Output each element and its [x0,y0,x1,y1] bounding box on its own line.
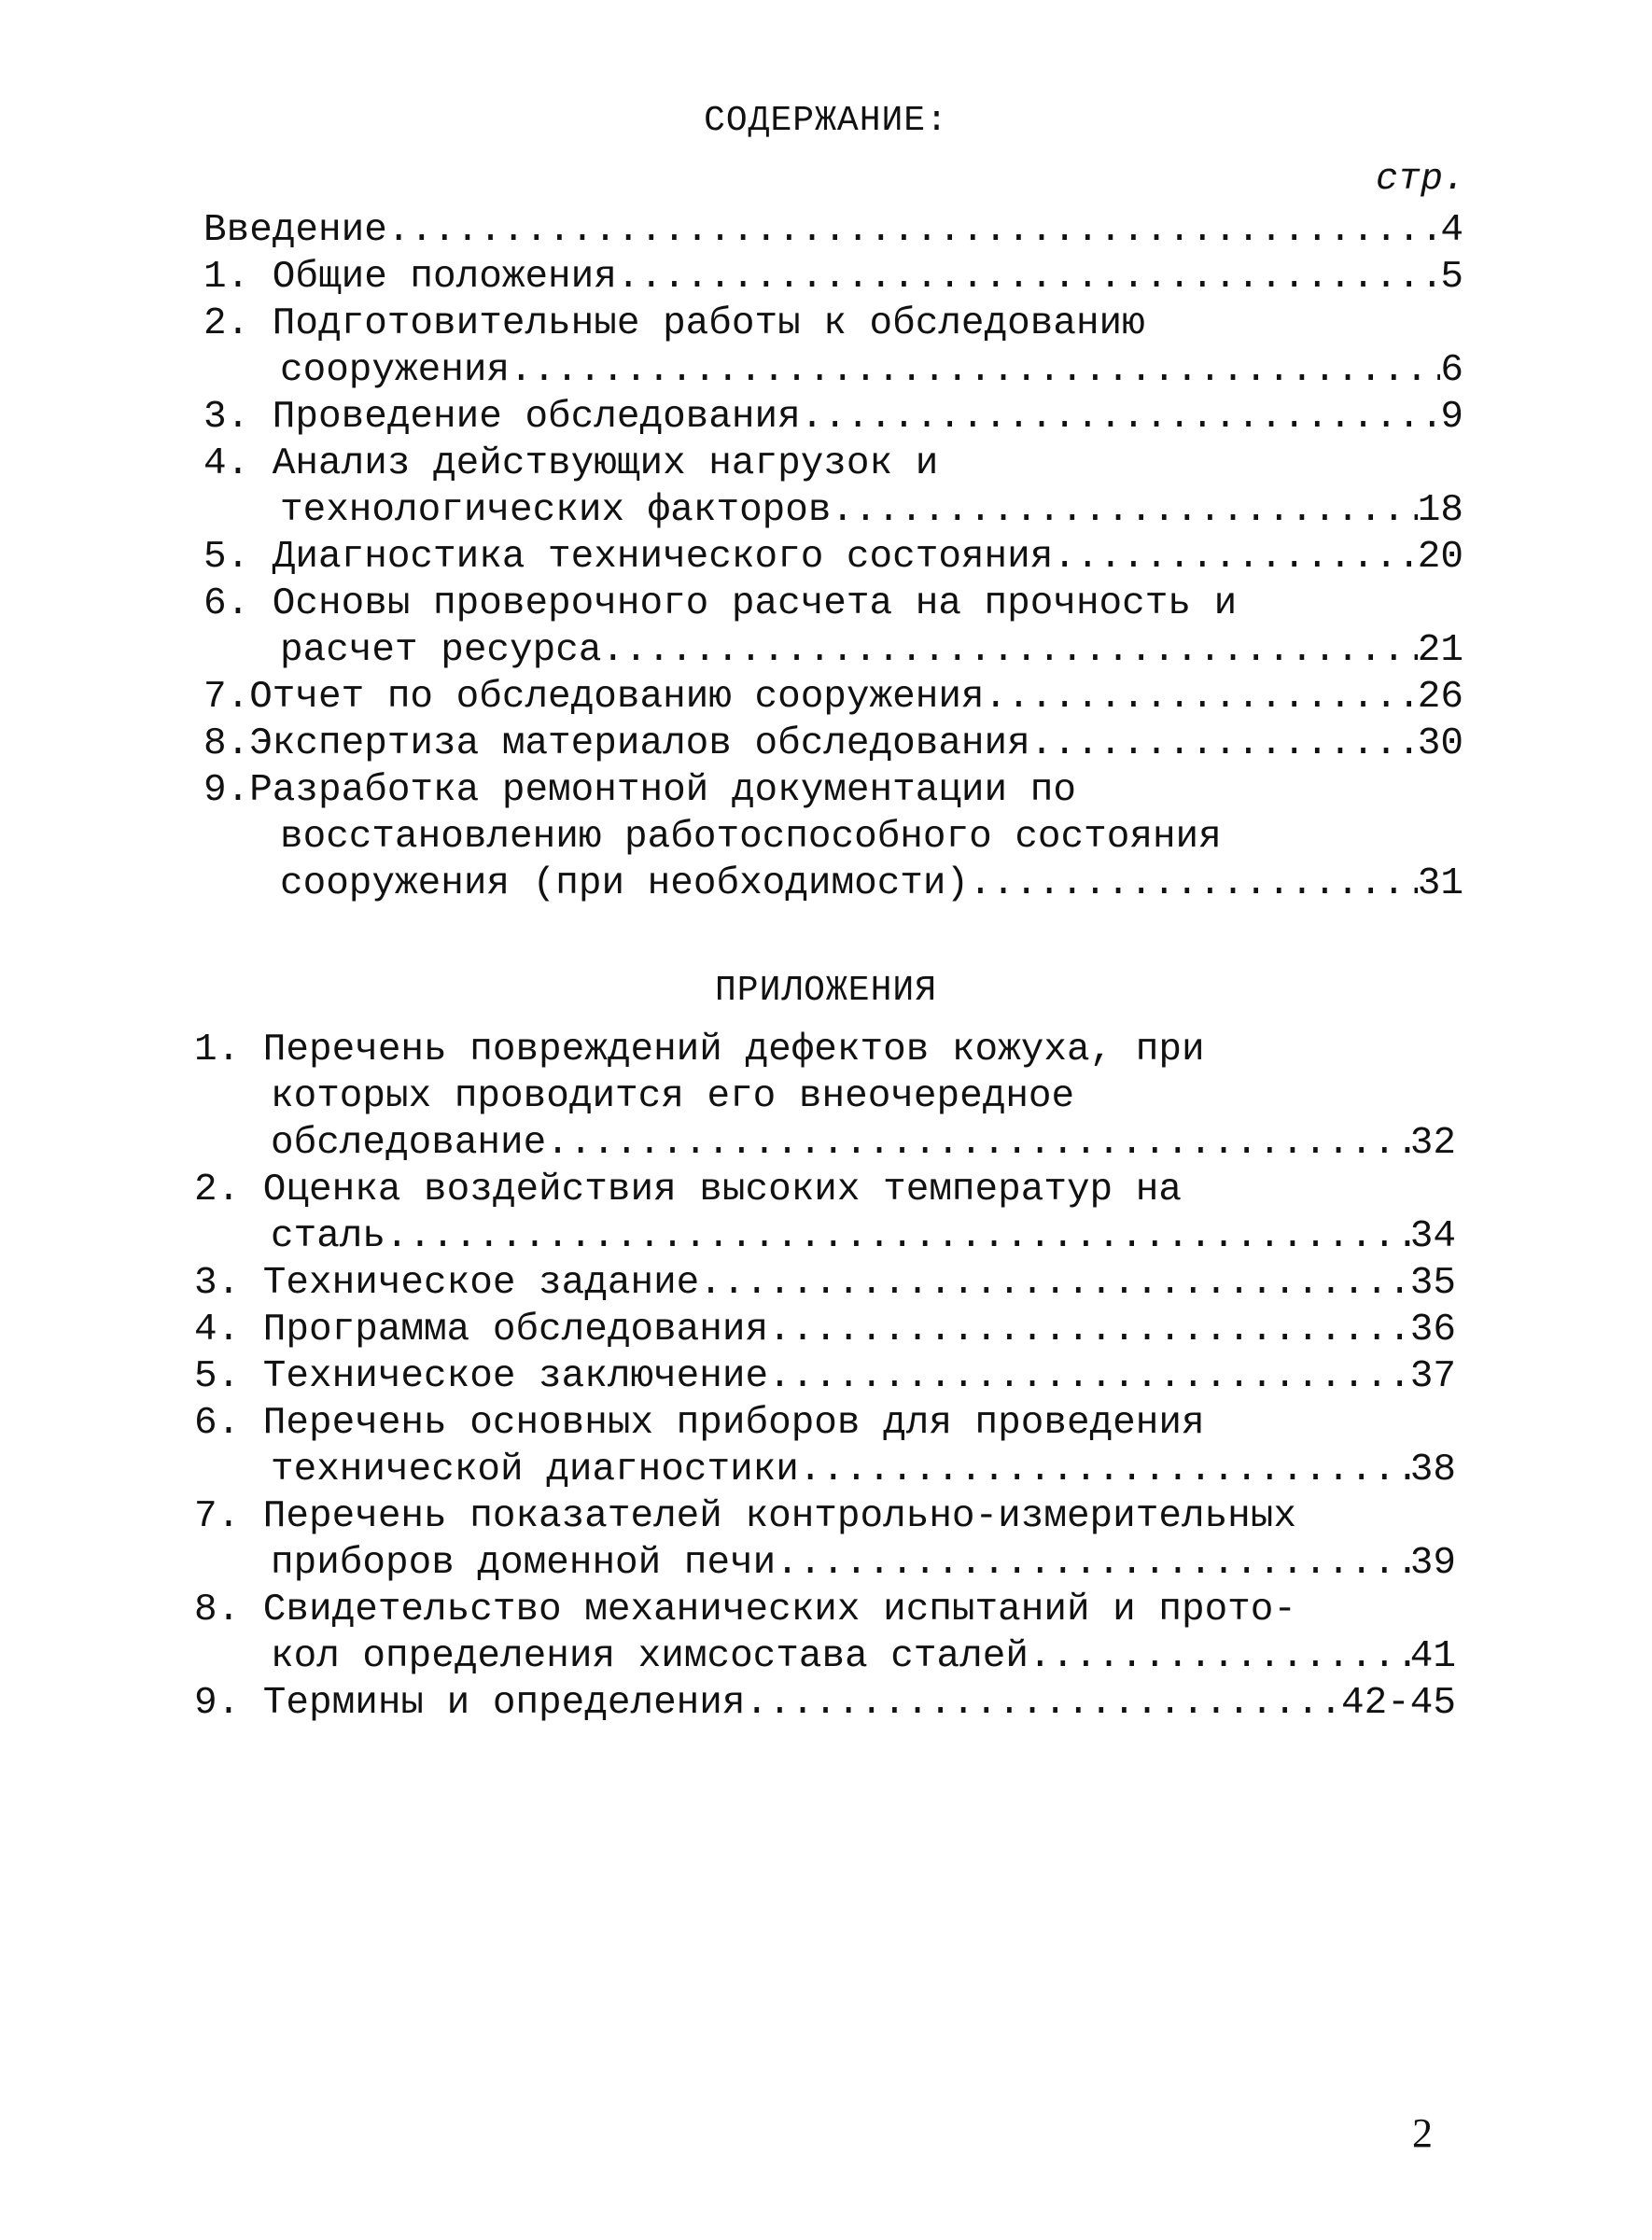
entry-text: 7. Перечень показателей контрольно-измерительных [194,1495,1296,1538]
dot-leader [510,347,1440,394]
entry-line [194,1680,1456,1727]
entry-line [203,394,1463,441]
toc-entry [203,721,1463,767]
toc-entry [203,301,1463,394]
entry-line [194,1307,1456,1353]
dot-leader [385,1213,1410,1260]
appendix-entry [194,1167,1456,1260]
appendix-entry [194,1027,1456,1167]
toc-entry [203,767,1463,907]
page-number: 2 [1412,2110,1433,2156]
appendix-entry [194,1307,1456,1353]
entry-text: 9. Термины и определения [194,1682,746,1725]
entry-page-number: 34 [1409,1215,1456,1258]
entry-text: приборов доменной печи [271,1542,777,1585]
entry-text: 7.Отчет по обследованию сооружения [203,676,985,719]
entry-page-number: 32 [1409,1122,1456,1165]
entry-line [203,441,1463,487]
entry-text: 1. Общие положения [203,256,617,299]
toc-entry [203,207,1463,254]
entry-page-number: 4 [1440,209,1463,252]
entry-text: 4. Программа обследования [194,1309,769,1351]
entry-text: 5. Диагностика технического состояния [203,536,1054,579]
entry-line [203,627,1463,674]
dot-leader [387,207,1441,254]
entry-text: 6. Основы проверочного расчета на прочность и [203,582,1238,625]
dot-leader [746,1680,1341,1727]
entry-text: технической диагностики [271,1449,799,1491]
entry-page-number: 39 [1409,1542,1456,1585]
entry-line [194,1073,1456,1120]
entry-page-number: 20 [1417,536,1463,579]
entry-line [194,1493,1456,1540]
entry-page-number: 42-45 [1340,1682,1456,1725]
entry-page-number: 21 [1417,629,1463,672]
entry-line [203,861,1463,907]
dot-leader [1029,1633,1410,1680]
toc-entry [203,254,1463,301]
entry-line [203,674,1463,721]
entry-line [203,254,1463,301]
entry-line [194,1353,1456,1400]
toc-entry [203,674,1463,721]
entry-line [203,347,1463,394]
dot-leader [601,627,1417,674]
dot-leader [801,394,1441,441]
appendix-entry [194,1587,1456,1680]
dot-leader [699,1260,1409,1307]
entry-text: восстановлению работоспособного состояния [280,816,1222,859]
entry-page-number: 26 [1417,676,1463,719]
dot-leader [969,861,1418,907]
entry-line [194,1633,1456,1680]
entry-line [194,1447,1456,1493]
entry-text: которых проводится его внеочередное [271,1075,1075,1118]
entry-line [203,207,1463,254]
appendix-entry [194,1680,1456,1727]
entry-text: кол определения химсостава сталей [271,1635,1029,1678]
table-of-contents [203,207,1463,907]
dot-leader [1030,721,1418,767]
entry-line [194,1400,1456,1447]
entry-text: 3. Техническое задание [194,1262,700,1305]
entry-line [194,1167,1456,1213]
entry-text: 8. Свидетельство механических испытаний и прото- [194,1589,1296,1631]
toc-heading: СОДЕРЖАНИЕ: [704,101,948,141]
entry-line [203,814,1463,861]
entry-text: 9.Разработка ремонтной документации по [203,769,1076,812]
entry-page-number: 35 [1409,1262,1456,1305]
entry-line [194,1120,1456,1167]
dot-leader [1053,534,1417,581]
toc-entry [203,394,1463,441]
entry-line [203,534,1463,581]
entry-line [203,721,1463,767]
entry-line [194,1540,1456,1587]
appendix-entry [194,1493,1456,1587]
dot-leader [985,674,1418,721]
entry-line [194,1213,1456,1260]
entry-page-number: 31 [1417,862,1463,905]
appendices-heading: ПРИЛОЖЕНИЯ [714,971,938,1011]
appendix-entry [194,1400,1456,1493]
entry-line [194,1260,1456,1307]
entry-text: сооружения (при необходимости) [280,862,970,905]
entry-page-number: 36 [1409,1309,1456,1351]
entry-page-number: 37 [1409,1355,1456,1398]
entry-text: 2. Оценка воздействия высоких температур на [194,1169,1182,1211]
entry-page-number: 9 [1440,396,1463,439]
appendices-list [194,1027,1456,1727]
entry-page-number: 5 [1440,256,1463,299]
entry-text: 1. Перечень повреждений дефектов кожуха, при [194,1029,1205,1071]
entry-text: 6. Перечень основных приборов для проведения [194,1402,1205,1445]
entry-page-number: 6 [1440,349,1463,392]
entry-line [203,487,1463,534]
toc-entry [203,581,1463,674]
entry-text: Введение [203,209,387,252]
page-column-label: стр. [1375,159,1465,201]
entry-line [194,1027,1456,1073]
entry-text: 3. Проведение обследования [203,396,801,439]
entry-text: технологических факторов [280,489,832,532]
appendix-entry [194,1353,1456,1400]
entry-text: 2. Подготовительные работы к обследованию [203,302,1145,345]
appendix-entry [194,1260,1456,1307]
entry-line [194,1587,1456,1633]
dot-leader [799,1447,1410,1493]
entry-page-number: 41 [1409,1635,1456,1678]
toc-entry [203,534,1463,581]
dot-leader [768,1353,1410,1400]
dot-leader [768,1307,1410,1353]
entry-text: сталь [271,1215,386,1258]
entry-line [203,581,1463,627]
entry-text: 4. Анализ действующих нагрузок и [203,442,939,485]
entry-line [203,301,1463,347]
entry-line [203,767,1463,814]
entry-text: 8.Экспертиза материалов обследования [203,722,1030,765]
entry-text: расчет ресурса [280,629,602,672]
entry-text: обследование [271,1122,547,1165]
entry-page-number: 30 [1417,722,1463,765]
dot-leader [776,1540,1409,1587]
dot-leader [546,1120,1410,1167]
entry-page-number: 18 [1417,489,1463,532]
entry-page-number: 38 [1409,1449,1456,1491]
dot-leader [617,254,1441,301]
entry-text: 5. Техническое заключение [194,1355,769,1398]
dot-leader [832,487,1418,534]
entry-text: сооружения [280,349,511,392]
toc-entry [203,441,1463,534]
